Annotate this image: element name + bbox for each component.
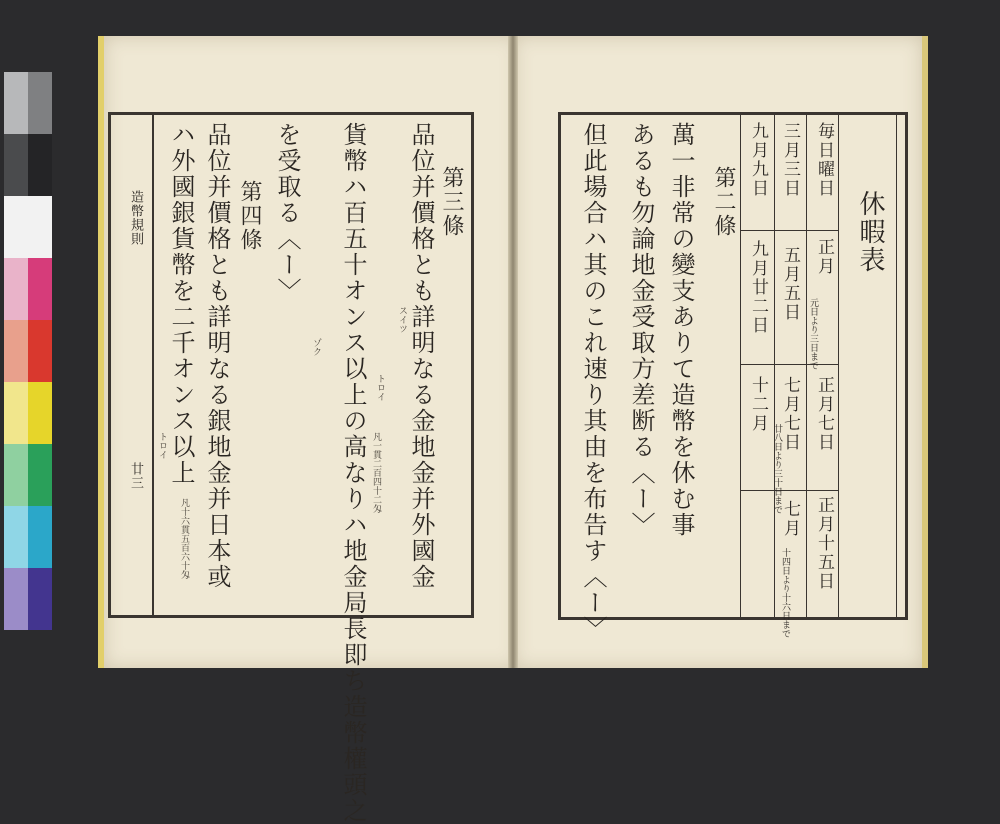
table-cell-jan-7: 正月七日 (814, 376, 834, 452)
table-cell-december: 十二月 (748, 376, 768, 433)
table-note-new-year: 元日より三日まで (808, 298, 818, 370)
article-3-line-3: を受取る〈ー〉 (273, 122, 301, 304)
calibration-chip (4, 382, 28, 444)
article-4-ruby-1: トロイ (157, 432, 167, 459)
article-2-heading: 第二條 (711, 166, 736, 238)
table-cell-new-year: 正月 (814, 238, 834, 276)
calibration-chip (4, 506, 28, 568)
book-gutter (508, 36, 518, 668)
article-3-ruby-3: 凡一貫二百四十二匁 (371, 432, 381, 513)
article-2-line-2: あるも勿論地金受取方差断る〈ー〉 (627, 122, 655, 538)
table-note-july: 十四日より十六日まで (780, 548, 790, 638)
article-3-line-2: 貨幣ハ百五十オンス以上の高なりハ地金局長即ち造幣權頭之 (339, 122, 367, 824)
table-note-december: 廿八日より三十日まで (772, 424, 782, 514)
calibration-chip (4, 72, 28, 134)
calibration-chip (4, 320, 28, 382)
calibration-chip (4, 134, 28, 196)
left-margin-strip (118, 112, 154, 618)
table-cell-july: 七月 (780, 500, 800, 538)
calibration-chip (28, 568, 52, 630)
article-2-line-1: 萬一非常の變支ありて造幣を休む事 (667, 122, 695, 538)
article-3-line-1: 品位并價格とも詳明なる金地金并外國金 (407, 122, 435, 590)
article-3-heading: 第三條 (439, 166, 464, 238)
table-cell-jan-15: 正月十五日 (814, 496, 834, 591)
calibration-chip (4, 444, 28, 506)
holiday-table-title: 休暇表 (855, 190, 885, 274)
article-3-ruby-4: ゾク (311, 338, 321, 356)
calibration-chip (28, 382, 52, 444)
article-4-heading: 第四條 (237, 180, 262, 252)
margin-title: 造幣規則 (128, 190, 143, 246)
table-cell-may-5: 五月五日 (780, 246, 800, 322)
table-cell-sep-22: 九月廿二日 (748, 240, 768, 335)
calibration-chip (28, 258, 52, 320)
table-cell-jul-7: 七月七日 (780, 376, 800, 452)
right-edge-strip (896, 112, 909, 620)
calibration-chip (28, 134, 52, 196)
calibration-chip (4, 196, 52, 258)
article-2-line-3: 但此場合ハ其のこれ速り其由を布告す〈ー〉 (579, 122, 607, 642)
calibration-chip (28, 72, 52, 134)
table-cell-mar-3: 三月三日 (780, 122, 800, 198)
article-4-line-1: 品位并價格とも詳明なる銀地金并日本或 (203, 122, 231, 590)
color-calibration-strip (4, 72, 52, 632)
table-cell-every-sunday: 毎日曜日 (814, 122, 834, 198)
article-3-ruby-1: スイツ (397, 306, 407, 333)
article-4-line-2: ハ外國銀貨幣を二千オンス以上 (167, 122, 195, 486)
margin-page-number: 廿三 (128, 462, 143, 490)
calibration-chip (28, 506, 52, 568)
table-cell-sep-9: 九月九日 (748, 122, 768, 198)
calibration-chip (4, 258, 28, 320)
calibration-chip (28, 444, 52, 506)
calibration-chip (28, 320, 52, 382)
calibration-chip (4, 568, 28, 630)
article-3-ruby-2: トロイ (375, 374, 385, 401)
article-4-ruby-2: 凡十六貫五百六十匁 (179, 498, 189, 579)
